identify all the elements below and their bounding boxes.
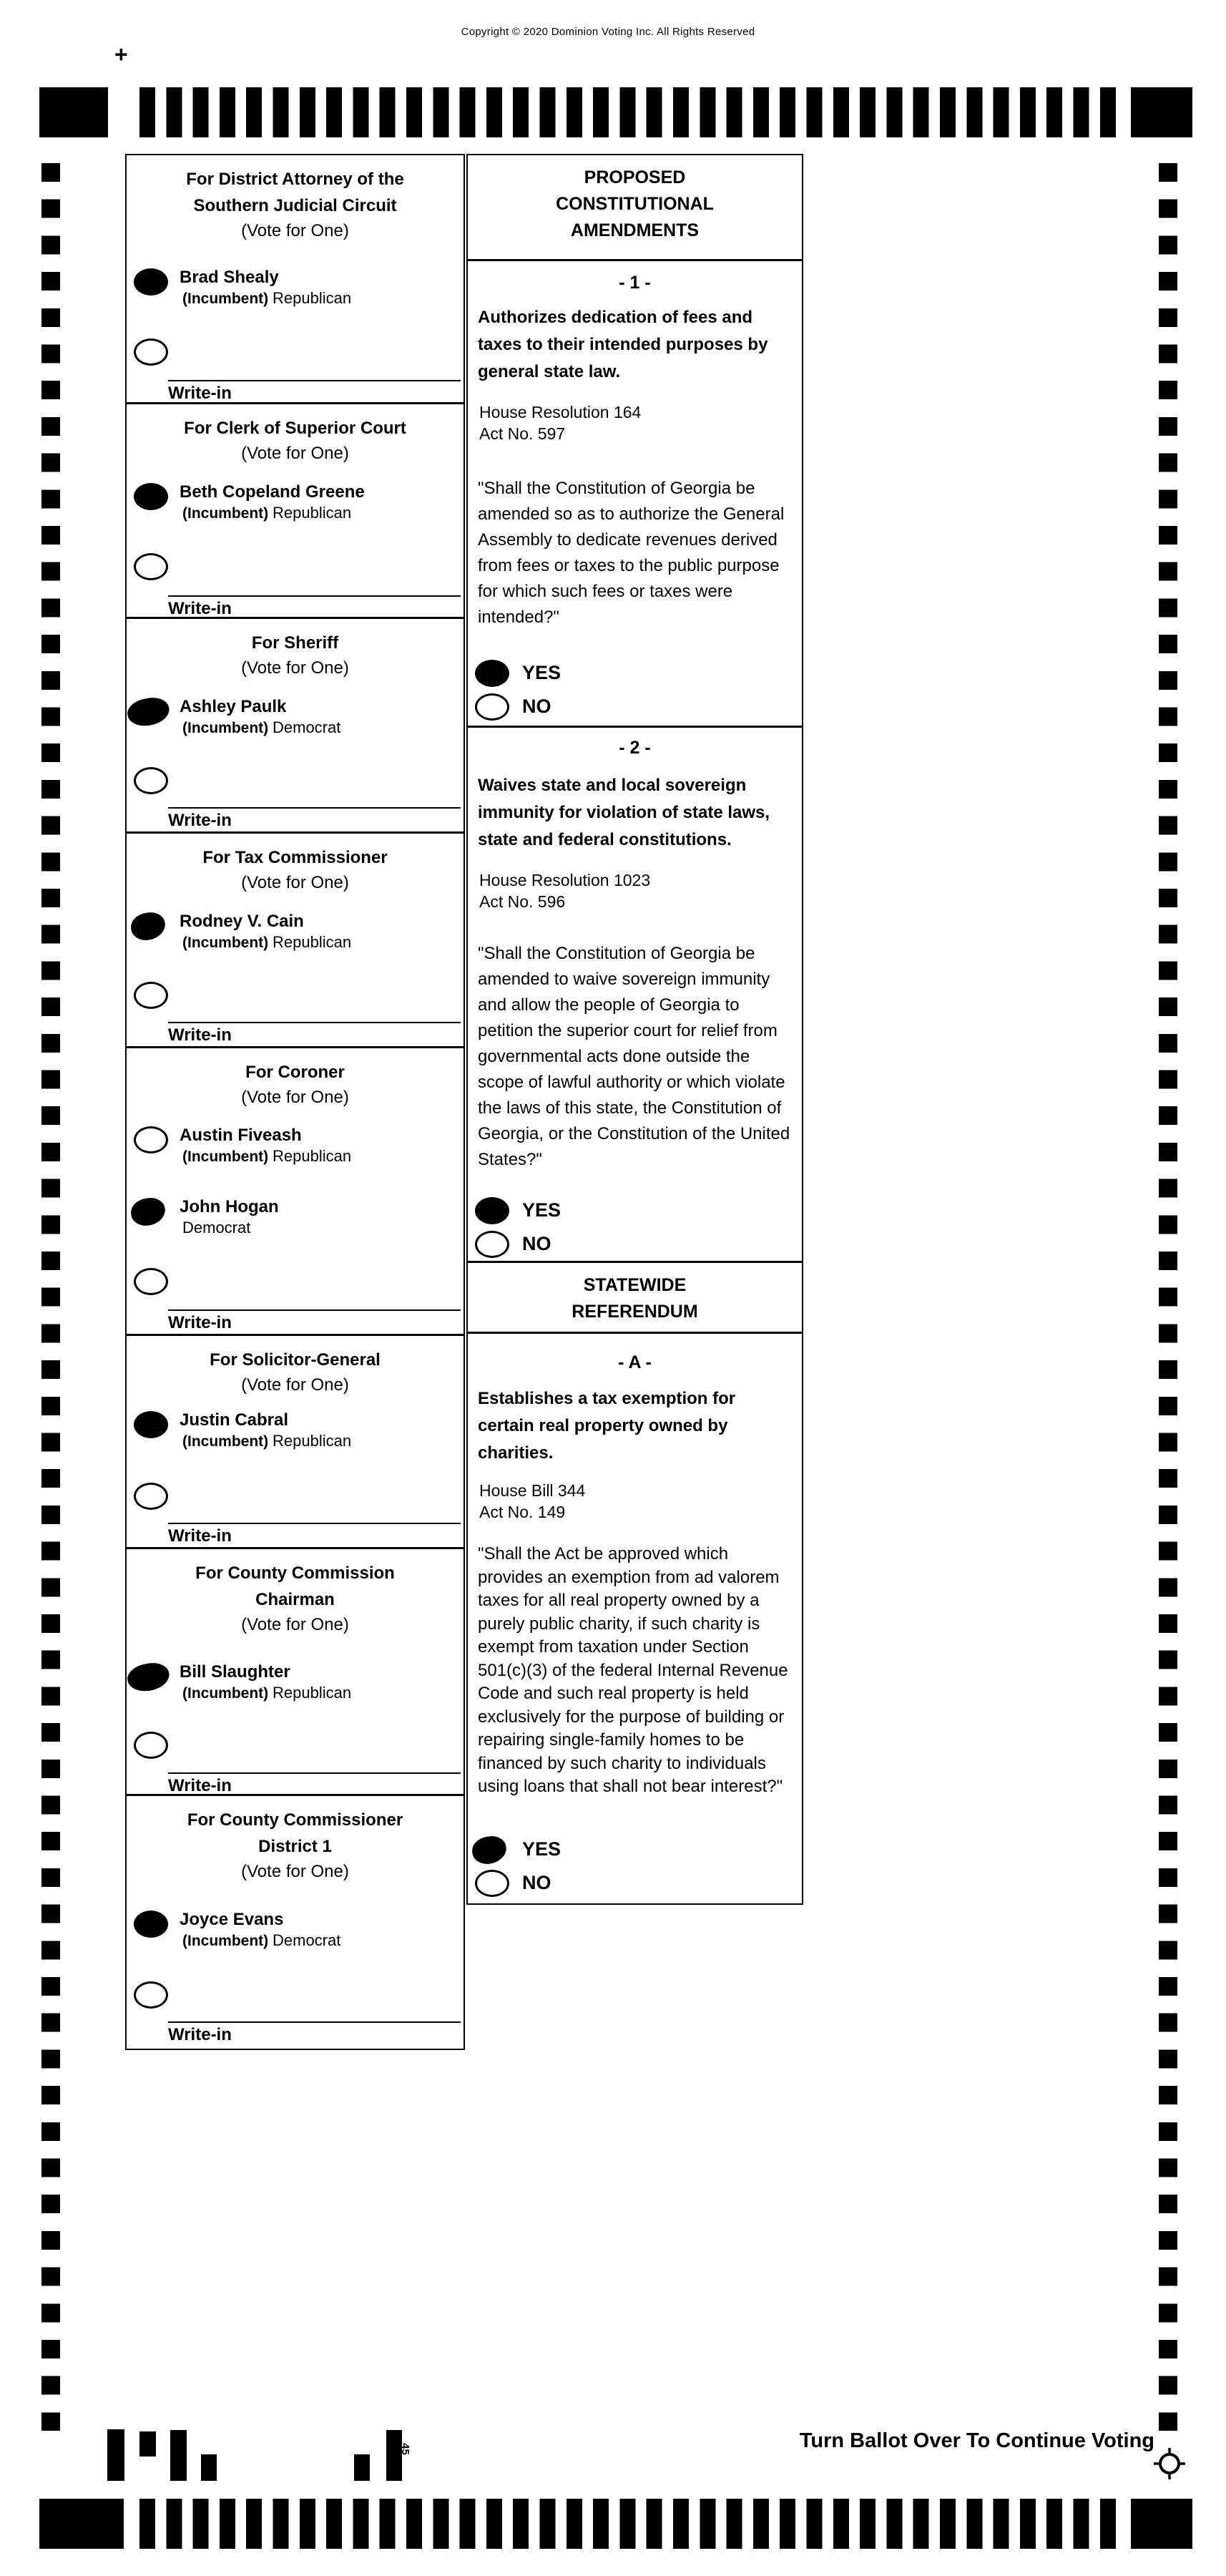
candidate-name: Rodney V. Cain	[180, 912, 304, 931]
yes-oval[interactable]	[471, 1834, 509, 1865]
candidate-incumbent-label: (Incumbent)	[182, 1685, 269, 1702]
turn-ballot-over-text: Turn Ballot Over To Continue Voting	[799, 2429, 1154, 2452]
candidate-party: Republican	[273, 289, 352, 307]
measure-number: - 1 -	[619, 273, 651, 293]
stub-barcode-bar	[139, 2431, 156, 2457]
measure-summary: Authorizes dedication of fees and taxes to their intended purposes by general state law.	[478, 308, 768, 381]
write-in-label: Write-in	[168, 811, 232, 830]
vote-for-instruction: (Vote for One)	[241, 1375, 349, 1395]
write-in-oval[interactable]	[134, 767, 168, 794]
yes-label: YES	[522, 1199, 561, 1221]
write-in-label: Write-in	[168, 1025, 232, 1045]
write-in-label: Write-in	[168, 2025, 232, 2044]
vote-for-instruction: (Vote for One)	[241, 1088, 349, 1107]
candidate-oval[interactable]	[127, 1659, 172, 1695]
no-oval[interactable]	[475, 1231, 509, 1258]
candidate-party: Republican	[273, 933, 352, 951]
write-in-oval[interactable]	[134, 553, 168, 580]
vote-for-instruction: (Vote for One)	[241, 1615, 349, 1634]
candidate-party: Democrat	[182, 1219, 251, 1236]
timing-mark-block-bottom-left	[39, 2499, 124, 2549]
candidate-incumbent-label: (Incumbent)	[182, 1148, 269, 1165]
yes-label: YES	[522, 1838, 561, 1860]
vote-for-instruction: (Vote for One)	[241, 1862, 349, 1881]
candidate-incumbent-label: (Incumbent)	[182, 505, 269, 522]
contests-column	[125, 154, 465, 2050]
timing-mark-block-top-right	[1131, 87, 1192, 137]
yes-label: YES	[522, 661, 561, 683]
candidate-incumbent-label: (Incumbent)	[182, 720, 269, 736]
timing-mark-block-bottom-right	[1131, 2499, 1192, 2549]
contest-title: For District Attorney of the Southern Judicial Circuit	[186, 170, 404, 215]
candidate-oval[interactable]	[134, 1126, 168, 1153]
candidate-incumbent-label: (Incumbent)	[182, 1433, 269, 1450]
contest-district-attorney	[127, 155, 464, 404]
contest-coroner	[127, 1048, 464, 1336]
yes-oval[interactable]	[475, 660, 509, 687]
timing-marks-top	[139, 87, 1118, 137]
candidate-party: Republican	[273, 504, 352, 522]
contest-clerk-superior-court	[127, 404, 464, 619]
yes-oval[interactable]	[475, 1197, 509, 1224]
stub-barcode-bar	[354, 2454, 370, 2481]
candidate-name: Ashley Paulk	[180, 697, 287, 716]
candidate-party: Democrat	[273, 1931, 341, 1949]
write-in-oval[interactable]	[134, 1268, 168, 1295]
measure-authority: House Resolution 164 Act No. 597	[479, 403, 642, 443]
write-in-oval[interactable]	[134, 982, 168, 1009]
no-label: NO	[522, 1871, 551, 1893]
candidate-party: Republican	[273, 1147, 352, 1165]
candidate-incumbent-label: (Incumbent)	[182, 291, 269, 307]
contest-tax-commissioner	[127, 834, 464, 1048]
candidate-name: Joyce Evans	[180, 1910, 284, 1929]
contest-title: For Tax Commissioner	[202, 848, 388, 867]
candidate-party: Democrat	[273, 718, 341, 736]
measures-column	[466, 154, 803, 1905]
contest-title: For County Commission Chairman	[195, 1563, 395, 1609]
measure-summary: Establishes a tax exemption for certain real property owned by charities.	[478, 1389, 736, 1463]
no-label: NO	[522, 1232, 551, 1254]
contest-title: For Solicitor-General	[210, 1350, 381, 1370]
candidate-party: Republican	[273, 1684, 352, 1702]
contest-title: For Coroner	[245, 1063, 345, 1082]
candidate-incumbent-label: (Incumbent)	[182, 1933, 269, 1949]
write-in-label: Write-in	[168, 384, 232, 403]
no-oval[interactable]	[475, 1870, 509, 1897]
write-in-label: Write-in	[168, 1776, 232, 1795]
candidate-party: Republican	[273, 1432, 352, 1450]
contest-county-commissioner-district-1	[127, 1796, 464, 2049]
timing-marks-right	[1159, 163, 1177, 2431]
contest-solicitor-general	[127, 1336, 464, 1549]
candidate-oval[interactable]	[134, 1411, 168, 1438]
candidate-oval[interactable]	[134, 268, 168, 296]
stub-barcode-bar	[170, 2430, 187, 2481]
write-in-oval[interactable]	[134, 338, 168, 366]
candidate-oval[interactable]	[129, 910, 167, 942]
measure-question: "Shall the Constitution of Georgia be amended so as to authorize the General Assembly to dedicate revenues derived from fees or taxes to the public purpose for which such fees or taxes were intended?"	[478, 479, 785, 627]
measure-question: "Shall the Act be approved which provides an exemption from ad valorem taxes for all real property owned by a purely public charity, if such charity is exempt from taxation under Section 501(c)(3) of the federal Internal Revenue Code and such real property is held exclusively for the purpose of building or repairing single-family homes to be financed by such charity to individuals using loans that shall not bear interest?"	[478, 1544, 788, 1796]
contest-county-commission-chairman	[127, 1549, 464, 1796]
candidate-name: John Hogan	[180, 1197, 279, 1216]
measure-summary: Waives state and local sovereign immunity for violation of state laws, state and federal constitutions.	[478, 776, 770, 849]
measure-referendum-a	[468, 1334, 802, 1903]
amendments-header: PROPOSED CONSTITUTIONAL AMENDMENTS	[468, 155, 802, 261]
candidate-name: Justin Cabral	[180, 1410, 289, 1430]
candidate-name: Brad Shealy	[180, 268, 279, 287]
registration-plus-mark: +	[114, 42, 128, 67]
stub-barcode-bar	[107, 2429, 124, 2481]
write-in-label: Write-in	[168, 1313, 232, 1332]
timing-marks-bottom	[139, 2499, 1118, 2549]
write-in-oval[interactable]	[134, 1483, 168, 1510]
vote-for-instruction: (Vote for One)	[241, 444, 349, 463]
candidate-name: Beth Copeland Greene	[180, 482, 365, 502]
no-label: NO	[522, 695, 551, 717]
timing-mark-block-top-left	[39, 87, 108, 137]
referendum-header: STATEWIDE REFERENDUM	[468, 1263, 802, 1334]
candidate-name: Bill Slaughter	[180, 1662, 290, 1682]
stub-number: 45	[398, 2443, 411, 2455]
candidate-oval[interactable]	[129, 1196, 167, 1227]
candidate-name: Austin Fiveash	[180, 1126, 302, 1145]
measure-authority: House Resolution 1023 Act No. 596	[479, 871, 651, 911]
timing-marks-left	[41, 163, 60, 2431]
write-in-label: Write-in	[168, 1526, 232, 1546]
vote-for-instruction: (Vote for One)	[241, 221, 349, 240]
contest-title: For Sheriff	[251, 633, 339, 653]
measure-authority: House Bill 344 Act No. 149	[479, 1481, 586, 1521]
contest-title: For County Commissioner District 1	[187, 1810, 403, 1856]
contest-sheriff	[127, 619, 464, 834]
copyright-notice: Copyright © 2020 Dominion Voting Inc. All Rights Reserved	[461, 26, 755, 38]
measure-number: - 2 -	[619, 738, 651, 758]
registration-target-icon	[1153, 2447, 1186, 2480]
measure-amendment-1	[468, 261, 802, 728]
measure-number: - A -	[618, 1352, 652, 1372]
stub-barcode-bar	[386, 2430, 402, 2481]
contest-title: For Clerk of Superior Court	[184, 419, 406, 438]
no-oval[interactable]	[475, 693, 509, 721]
candidate-oval[interactable]	[134, 483, 168, 510]
write-in-oval[interactable]	[134, 1981, 168, 2009]
write-in-label: Write-in	[168, 599, 232, 618]
candidate-oval[interactable]	[134, 1911, 168, 1938]
stub-barcode-bar	[201, 2454, 217, 2481]
candidate-oval[interactable]	[127, 693, 172, 730]
measure-question: "Shall the Constitution of Georgia be amended to waive sovereign immunity and allow the people of Georgia to petition the superior court for relief from governmental acts done outside the scope of lawful authority or which violate the laws of this state, the Constitution of Georgia, or the Constitution of the United States?"	[478, 944, 790, 1169]
write-in-oval[interactable]	[134, 1732, 168, 1759]
vote-for-instruction: (Vote for One)	[241, 873, 349, 892]
measure-amendment-2	[468, 728, 802, 1263]
candidate-incumbent-label: (Incumbent)	[182, 935, 269, 951]
vote-for-instruction: (Vote for One)	[241, 658, 349, 678]
